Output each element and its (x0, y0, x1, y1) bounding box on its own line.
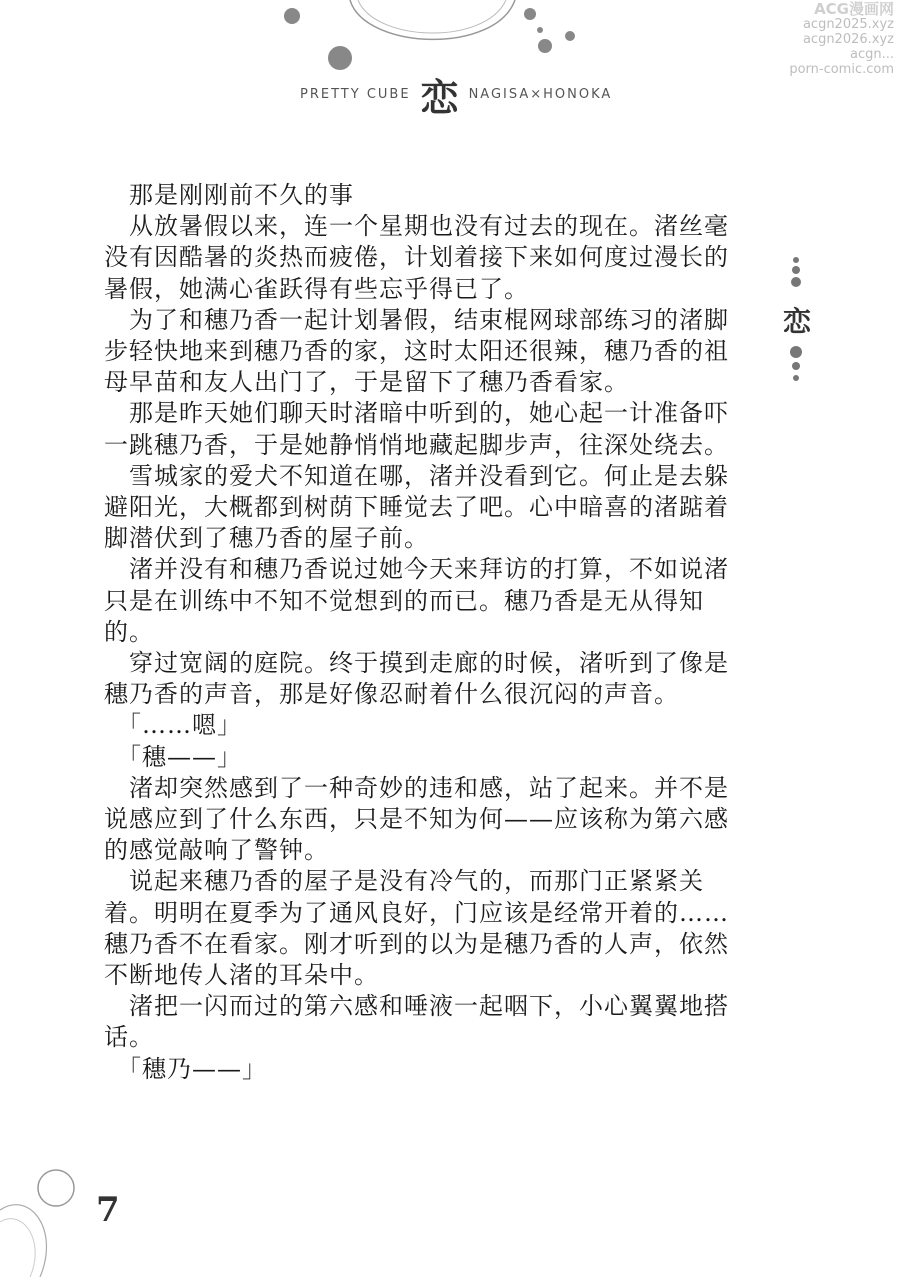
ornament-arc (0, 1219, 35, 1277)
paragraph: 渚把一闪而过的第六感和唾液一起咽下，小心翼翼地搭话。 (104, 992, 729, 1052)
side-love-kanji: 恋 (782, 305, 811, 338)
ornament-dot (524, 8, 536, 20)
paragraph: 那是昨天她们聊天时渚暗中听到的，她心起一计准备吓一跳穗乃香，于是她静悄悄地藏起脚步声，往深处绕去。 (104, 399, 729, 459)
paragraph: 渚并没有和穗乃香说过她今天来拜访的打算，不如说渚只是在训练中不知不觉想到的而已。穗乃香是无从得知的。 (104, 555, 729, 646)
emblem-dot (792, 362, 800, 370)
ornament-dot (565, 31, 575, 41)
dialogue-line: 「穗——」 (104, 742, 242, 771)
watermark-line: acgn2026.xyz (802, 32, 894, 47)
emblem-dot (792, 266, 800, 274)
paragraph: 从放暑假以来，连一个星期也没有过去的现在。渚丝毫没有因酷暑的炎热而疲倦，计划着接下来如何度过漫长的暑假，她满心雀跃得有些忘乎得已了。 (104, 212, 729, 303)
ornament-dot (328, 46, 352, 70)
ornament-dot (284, 8, 300, 24)
watermark-line: acgn2025.xyz (802, 17, 894, 32)
header-series-title: PRETTY CUBE (300, 86, 411, 102)
header-characters: NAGISA×HONOKA (468, 86, 613, 102)
emblem-dot (793, 375, 799, 381)
emblem-dot (793, 257, 799, 263)
watermark-line: acgn... (849, 47, 894, 62)
watermark-line: porn-comic.com (789, 62, 894, 77)
ornament-ring (38, 1170, 74, 1206)
ornament-dot (538, 39, 552, 53)
watermark-brand: ACG漫画网 (814, 0, 894, 18)
site-watermark (764, 2, 894, 77)
emblem-dot (791, 277, 801, 287)
paragraph: 说起来穗乃香的屋子是没有冷气的，而那门正紧紧关着。明明在夏季为了通风良好，门应该是经常开着的……穗乃香不在看家。刚才听到的以为是穗乃香的人声，依然不断地传人渚的耳朵中。 (104, 867, 729, 990)
paragraph: 雪城家的爱犬不知道在哪，渚并没看到它。何止是去躲避阳光，大概都到树荫下睡觉去了吧。心中暗喜的渚踮着脚潜伏到了穗乃香的屋子前。 (104, 461, 729, 553)
paragraph: 穿过宽阔的庭院。终于摸到走廊的时候，渚听到了像是穗乃香的声音，那是好像忍耐着什么很沉闷的声音。 (104, 649, 729, 709)
dialogue-line: 「穗乃——」 (104, 1054, 267, 1083)
emblem-dot (790, 346, 802, 358)
ornament-arc (358, 0, 506, 33)
ornament-arc (0, 1205, 46, 1277)
page-number: 7 (96, 1190, 120, 1230)
dialogue-line: 「……嗯」 (104, 711, 242, 740)
header-love-kanji: 恋 (420, 74, 459, 120)
ornament-dot (537, 27, 543, 33)
paragraph: 那是刚刚前不久的事 (104, 181, 354, 209)
story-text (104, 180, 750, 1085)
paragraph: 渚却突然感到了一种奇妙的违和感，站了起来。并不是说感应到了什么东西，只是不知为何——应该称为第六感的感觉敲响了警钟。 (104, 773, 729, 865)
paragraph: 为了和穗乃香一起计划暑假，结束棍网球部练习的渚脚步轻快地来到穗乃香的家，这时太阳还很辣，穗乃香的祖母早苗和友人出门了，于是留下了穗乃香看家。 (104, 305, 729, 397)
running-header (300, 74, 620, 120)
